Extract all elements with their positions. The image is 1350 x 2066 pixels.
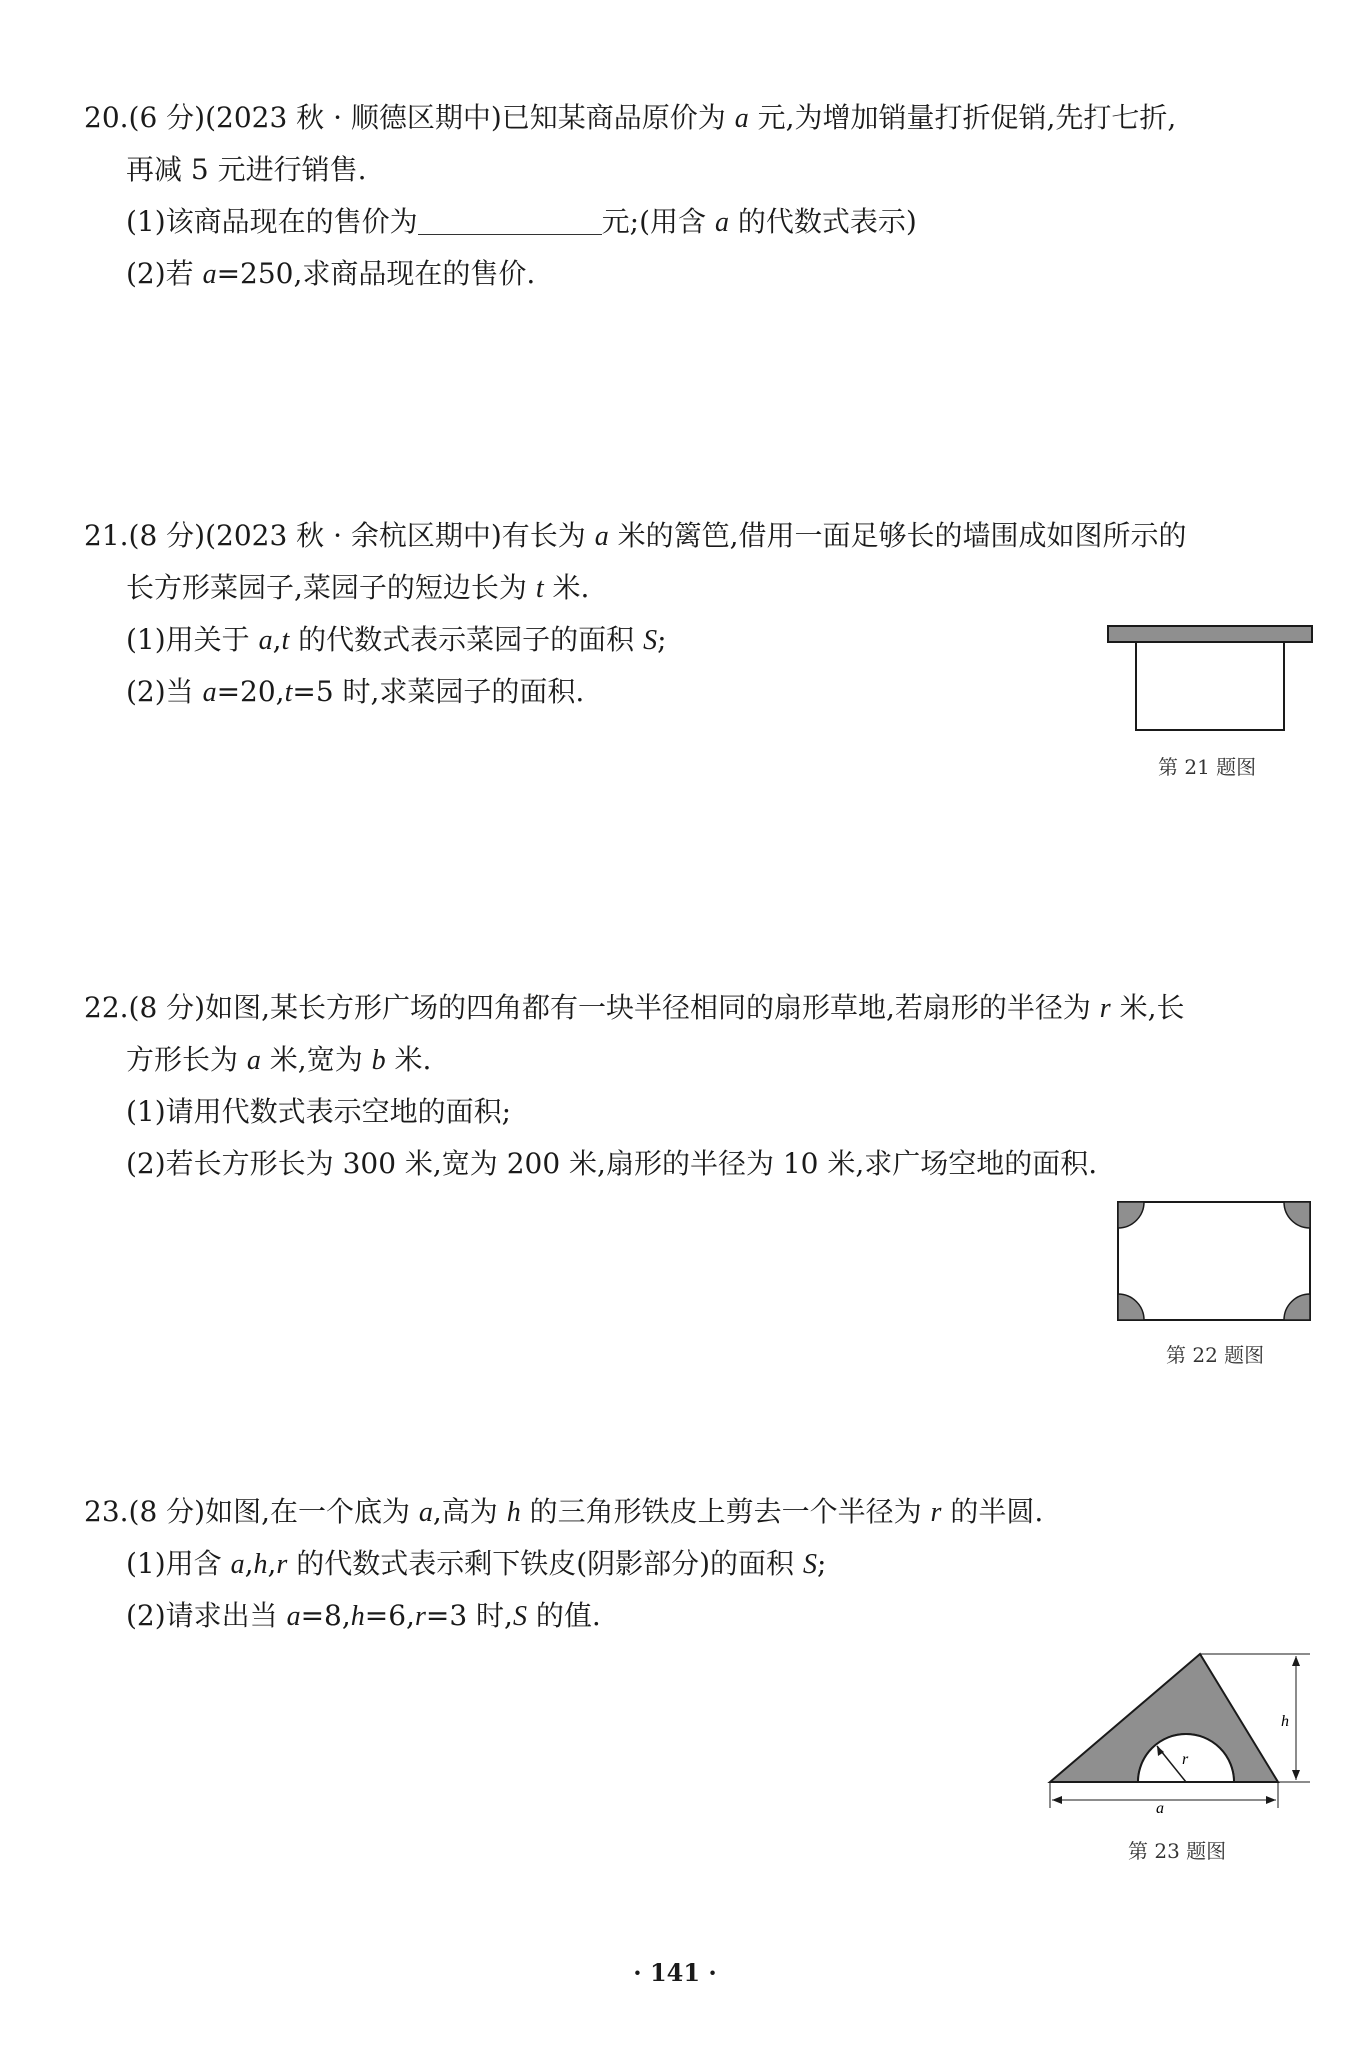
q20-part1: (1)该商品现在的售价为 元;(用含 a 的代数式表示) — [126, 205, 917, 238]
base-arrow-right — [1266, 1796, 1276, 1804]
q20-stem-line1: 20.(6 分)(2023 秋 · 顺德区期中)已知某商品原价为 a 元,为增加销量打折促销,先打七折, — [84, 101, 1177, 134]
q20-stem-line2: 再减 5 元进行销售. — [126, 153, 367, 186]
q22-part2: (2)若长方形长为 300 米,宽为 200 米,扇形的半径为 10 米,求广场空地的面积. — [126, 1147, 1098, 1180]
label-a: a — [1156, 1800, 1164, 1816]
q22-figure-caption: 第 22 题图 — [1166, 1343, 1265, 1367]
q23-stem-line1: 23.(8 分)如图,在一个底为 a,高为 h 的三角形铁皮上剪去一个半径为 r 的半圆. — [84, 1495, 1044, 1528]
answer-blank[interactable] — [418, 204, 602, 235]
wall-bar — [1108, 626, 1312, 642]
page-number: · 141 · — [633, 1958, 717, 1987]
q23-part2: (2)请求出当 a=8,h=6,r=3 时,S 的值. — [126, 1599, 601, 1632]
label-r: r — [1182, 1751, 1189, 1768]
fence-outline — [1136, 642, 1284, 730]
q21-part2: (2)当 a=20,t=5 时,求菜园子的面积. — [126, 675, 585, 708]
q21-stem-line1: 21.(8 分)(2023 秋 · 余杭区期中)有长为 a 米的篱笆,借用一面足够长的墙围成如图所示的 — [84, 519, 1187, 552]
q21-stem-line2: 长方形菜园子,菜园子的短边长为 t 米. — [126, 571, 590, 604]
height-arrow-up — [1292, 1656, 1300, 1666]
height-arrow-down — [1292, 1770, 1300, 1780]
q23-figure-caption: 第 23 题图 — [1128, 1839, 1227, 1863]
q23-figure-triangle — [1040, 1646, 1320, 1816]
q22-figure-plaza — [1114, 1198, 1314, 1324]
q21-part1: (1)用关于 a,t 的代数式表示菜园子的面积 S; — [126, 623, 667, 656]
q22-part1: (1)请用代数式表示空地的面积; — [126, 1095, 512, 1128]
q22-stem-line1: 22.(8 分)如图,某长方形广场的四角都有一块半径相同的扇形草地,若扇形的半径为 r 米,长 — [84, 991, 1185, 1024]
base-arrow-left — [1052, 1796, 1062, 1804]
q22-stem-line2: 方形长为 a 米,宽为 b 米. — [126, 1043, 432, 1076]
plaza-rectangle — [1118, 1202, 1310, 1320]
q20-part2: (2)若 a=250,求商品现在的售价. — [126, 257, 536, 290]
q21-figure-caption: 第 21 题图 — [1158, 755, 1257, 779]
q23-part1: (1)用含 a,h,r 的代数式表示剩下铁皮(阴影部分)的面积 S; — [126, 1547, 827, 1580]
q21-figure-garden — [1106, 624, 1316, 736]
label-h: h — [1281, 1713, 1289, 1730]
